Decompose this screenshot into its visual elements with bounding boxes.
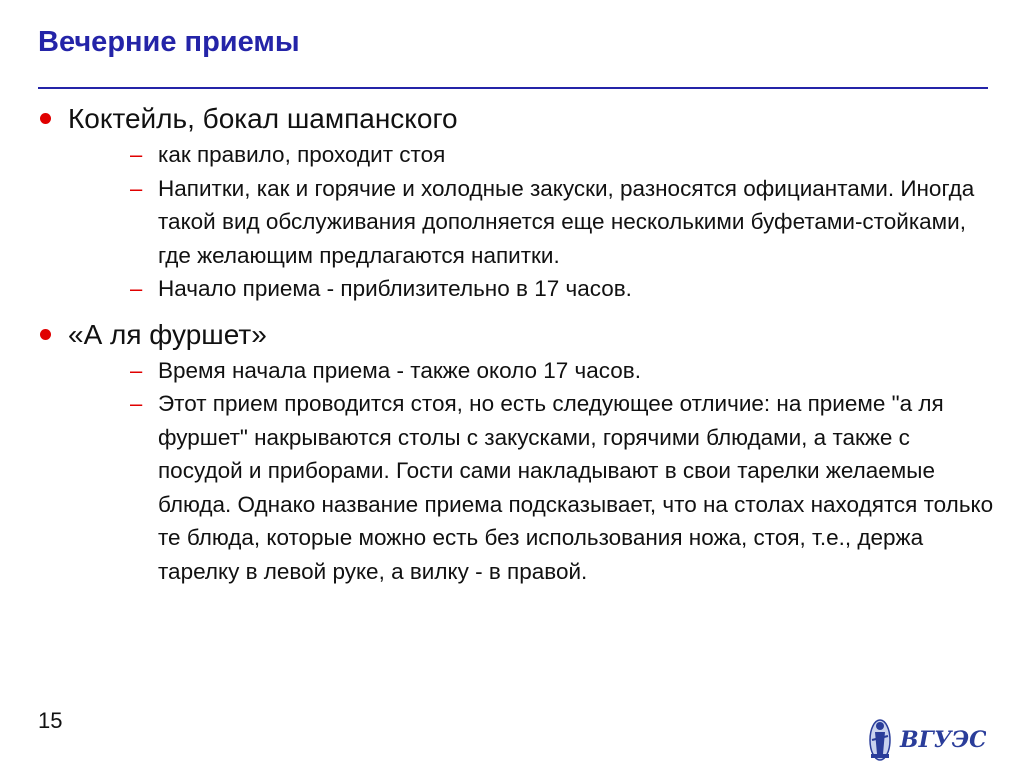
sub-item-text: Этот прием проводится стоя, но есть следующее отличие: на приеме "а ля фуршет" накрываются столы с закусками, горячими блюдами, а также с посудой и приборами. Гости сами накладывают в свои тарелки желаемые блюда. Однако название приема подсказывает, что на столах находятся только те блюда, которые можно есть без использования ножа, стоя, т.е., держа тарелку в левой руке, а вилку - в правой. [158,391,994,584]
dash-icon: – [130,175,143,201]
title-divider [38,87,988,89]
sub-item [68,172,998,273]
page-number: 15 [38,708,63,733]
sub-item [68,354,998,388]
dash-icon: – [130,357,143,383]
bullet-heading: Коктейль, бокал шампанского [68,103,458,134]
bullet-buffet [38,316,998,589]
sub-item [68,272,998,306]
dash-icon: – [130,276,143,301]
sub-list [68,138,998,306]
sub-item-text: Начало приема - приблизительно в 17 часов. [158,276,632,301]
bullet-cocktail [38,100,998,306]
slide-title: Вечерние приемы [38,26,300,58]
bullet-dot-icon [40,113,51,124]
sub-item-text: Напитки, как и горячие и холодные закуски, разносятся официантами. Иногда такой вид обслуживания дополняется еще несколькими буфетами-стойками, где желающим предлагаются напитки. [158,175,975,268]
sub-item-text: Время начала приема - также около 17 часов. [158,357,642,383]
university-logo [866,714,986,762]
bullet-heading: «А ля фуршет» [68,318,267,350]
university-emblem-icon [866,714,986,762]
sub-list [68,354,998,589]
dash-icon: – [130,391,143,416]
sub-item [68,138,998,172]
sub-item [68,387,998,588]
slide-content [38,100,998,588]
bullet-dot-icon [40,329,51,340]
logo-text: ВГУЭС [900,727,986,753]
sub-item-text: как правило, проходит стоя [158,142,446,167]
dash-icon: – [130,142,143,167]
